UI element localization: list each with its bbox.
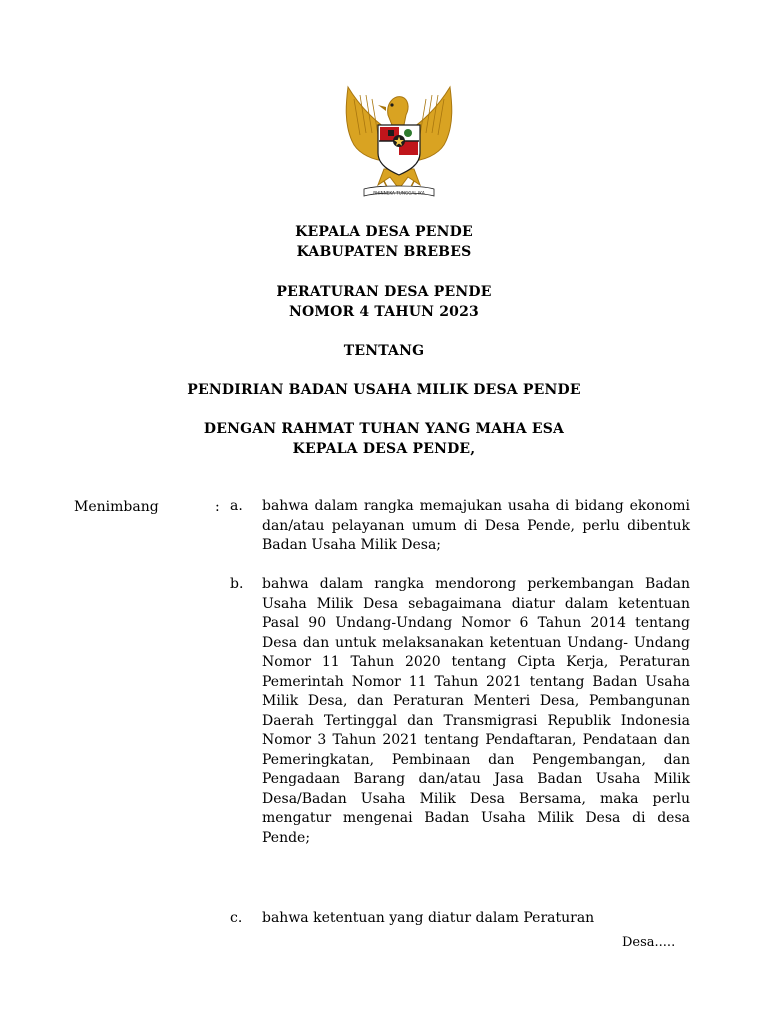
preamble-line-2: KEPALA DESA PENDE,	[292, 441, 476, 457]
considering-label: Menimbang	[74, 499, 159, 515]
item-letter: b.	[230, 576, 244, 592]
regulation-number: NOMOR 4 TAHUN 2023	[289, 304, 479, 320]
regulation-heading	[0, 282, 768, 322]
regulation-subject: PENDIRIAN BADAN USAHA MILIK DESA PENDE	[187, 382, 581, 398]
item-text: bahwa ketentuan yang diatur dalam Peraturan	[262, 910, 595, 926]
motto-text: BHINNEKA TUNGGAL IKA	[373, 190, 425, 196]
preamble-line-1: DENGAN RAHMAT TUHAN YANG MAHA ESA	[203, 421, 565, 437]
considering-item-b	[230, 575, 690, 848]
item-text: bahwa dalam rangka mendorong perkembangan Badan Usaha Milik Desa sebagaimana diatur dalam ketentuan Pasal 90 Undang-Undang Nomor 6 Tahun 2014 tentang Desa dan untuk melaksanakan ketentuan Undang- Undang Nomor 11 Tahun 2020 tentang Cipta Kerja, Peraturan Pemerintah Nomor 11 Tahun 2021 tentang Badan Usaha Milik Desa, dan Peraturan Menteri Desa, Pembangunan Daerah Tertinggal dan Transmigrasi Republik Indonesia Nomor 3 Tahun 2021 tentang Pendaftaran, Pendataan dan Pemeringkatan, Pembinaan dan Pengembangan, dan Pengadaan Barang dan/atau Jasa Badan Usaha Milik Desa/Badan Usaha Milik Desa Bersama, maka perlu mengatur mengenai Badan Usaha Milik Desa di desa Pende;	[262, 576, 690, 846]
issuer-heading	[0, 222, 768, 262]
garuda-head	[388, 97, 408, 125]
issuer-line-2: KABUPATEN BREBES	[296, 244, 472, 260]
considering-item-c	[230, 909, 690, 929]
item-letter: c.	[230, 910, 243, 926]
regulation-title: PERATURAN DESA PENDE	[276, 284, 492, 300]
item-text: bahwa dalam rangka memajukan usaha di bidang ekonomi dan/atau pelayanan umum di Desa Pende, perlu dibentuk Badan Usaha Milik Desa;	[262, 498, 690, 553]
page-continuation: Desa.....	[622, 935, 676, 950]
garuda-emblem	[338, 85, 460, 200]
issuer-line-1: KEPALA DESA PENDE	[295, 224, 473, 240]
shield-icon	[378, 125, 420, 175]
considering-item-a	[230, 497, 690, 556]
considering-colon: :	[215, 499, 220, 515]
item-letter: a.	[230, 498, 243, 514]
preamble-heading	[0, 419, 768, 459]
about-label: TENTANG	[343, 343, 425, 359]
